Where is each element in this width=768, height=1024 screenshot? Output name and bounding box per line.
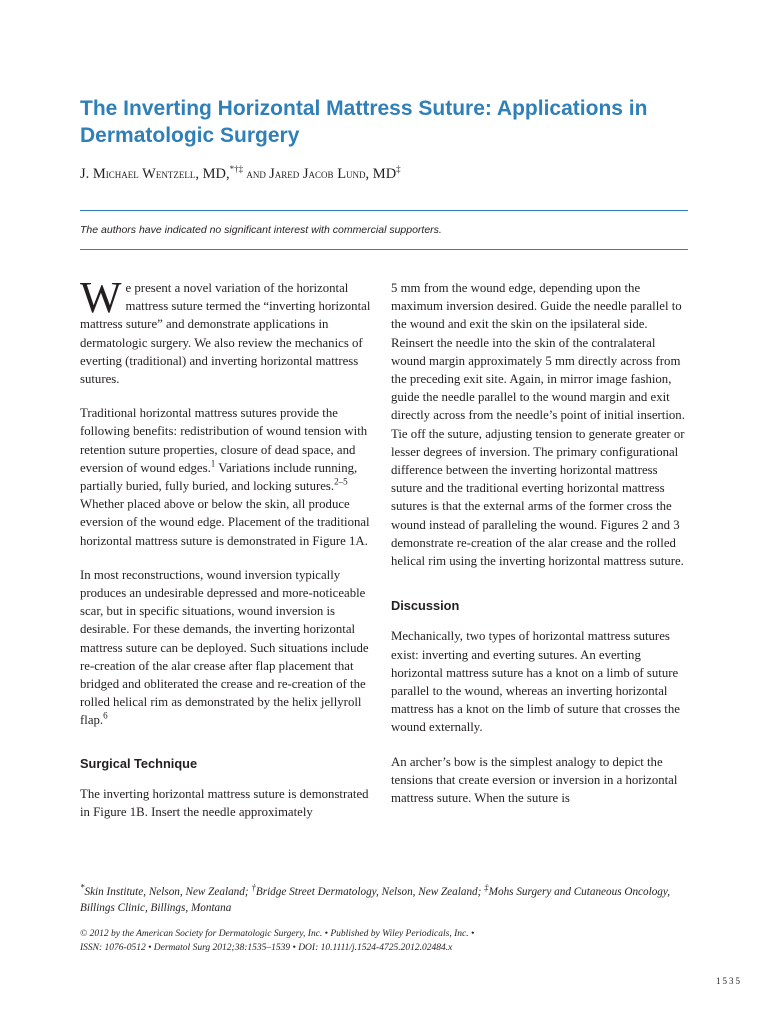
author-2-affiliation-marks: ‡ [396, 164, 401, 175]
affiliations-footnote [80, 884, 688, 916]
inversion-paragraph [80, 566, 378, 730]
author-1-first-name: ichael [105, 166, 139, 181]
copyright-notice [80, 927, 688, 955]
affiliation-text: Bridge Street Dermatology, Nelson, New Zealand; [255, 886, 485, 898]
affiliation-mark: ‡ [484, 882, 489, 893]
affiliation-text: Skin Institute, Nelson, New Zealand; [84, 886, 252, 898]
section-heading-surgical-technique: Surgical Technique [80, 755, 198, 771]
page-number: 1535 [716, 976, 742, 986]
affiliation-mark: † [251, 882, 256, 893]
right-column [391, 279, 689, 807]
intro-paragraph [80, 273, 378, 388]
article-title: The Inverting Horizontal Mattress Suture: Applications in Dermatologic Surgery [80, 97, 648, 147]
affiliation-text: Mohs Surgery and Cutaneous Oncology, Billings Clinic, Billings, Montana [80, 886, 671, 914]
copyright-line-1: © 2012 by the American Society for Dermatologic Surgery, Inc. • Published by Wiley Periodicals, Inc. • [80, 929, 475, 939]
technique-continued-paragraph: 5 mm from the wound edge, depending upon the maximum inversion desired. Guide the needle parallel to the wound and exit the skin on the ipsilateral side. Reinsert the needle into the skin of the contralateral wound margin approximately 5 mm directly across from the preceding exit site. Again, in mirror image fashion, guide the needle parallel to the wound margin and exit directly across from the needle’s point of initial insertion. Tie off the suture, adjusting tension to generate greater or lesser degrees of inversion. The primary configurational difference between the inverting horizontal mattress suture and the traditional everting horizontal mattress sutures is that the external arms of the former cross the wound instead of paralleling the wound. Figures 2 and 3 demonstrate re-creation of the alar crease and the rolled helical rim using the inverting horizontal mattress suture. [391, 281, 685, 569]
author-2-first-name: ared [274, 166, 300, 181]
author-line [80, 165, 700, 183]
section-heading-discussion: Discussion [391, 598, 460, 614]
intro-text: e present a novel variation of the horizontal mattress suture termed the “inverting horizontal mattress suture” and demonstrate applications in dermatologic surgery. We also review the mechanics of everting (traditional) and inverting horizontal mattress sutures. [80, 281, 371, 387]
left-column [80, 273, 378, 821]
affiliation-mark: * [80, 882, 85, 893]
author-1-degree: , MD, [195, 166, 230, 182]
author-2-middle-name: acob [308, 166, 334, 181]
reference-mark: 1 [210, 458, 216, 469]
copyright-line-2: ISSN: 1076-0512 • Dermatol Surg 2012;38:1535–1539 • DOI: 10.1111/j.1524-4725.2012.02484.x [80, 943, 453, 953]
mechanics-paragraph: Mechanically, two types of horizontal mattress sutures exist: inverting and everting sutures. An everting horizontal mattress suture has a knot on a limb of suture parallel to the wound, whereas an inverting horizontal mattress has a knot on the limb of suture that crosses the wound externally. [391, 629, 680, 735]
author-2-initial: J [269, 166, 275, 182]
benefits-paragraph [80, 404, 378, 550]
technique-paragraph: The inverting horizontal mattress suture is demonstrated in Figure 1B. Insert the needle approximately [80, 786, 369, 820]
top-divider [80, 210, 688, 211]
bottom-divider [80, 249, 688, 250]
author-2-last-name: und [346, 166, 366, 181]
drop-cap: W [80, 273, 122, 322]
author-1-initial: J. M [80, 166, 106, 182]
reference-mark: 6 [103, 711, 108, 722]
inversion-text: In most reconstructions, wound inversion typically produces an undesirable depressed and more-noticeable scar, but in specific situations, wound inversion is desirable. For these demands, the inverting horizontal mattress suture can be deployed. Such situations include re-creation of the alar crease after flap placement that bridged and obliterated the crease and re-creation of the rolled helical rim as demonstrated by the helix jellyroll flap. [80, 567, 369, 728]
author-2-middle-initial: J [299, 166, 309, 182]
author-conjunction: and [243, 166, 270, 181]
benefits-text-a: Traditional horizontal mattress sutures provide the following benefits: redistribution of wound tension with retention suture properties, closure of dead space, and eversion of wound edges. [80, 406, 368, 475]
reference-mark: 2–5 [334, 476, 348, 487]
author-2-degree: , MD [365, 166, 397, 182]
benefits-text-b: Variations include running, partially buried, fully buried, and locking sutures. [80, 460, 358, 494]
author-1-last-name: entzell [155, 166, 196, 181]
author-1-last-initial: W [138, 166, 156, 182]
archer-bow-paragraph: An archer’s bow is the simplest analogy to depict the tensions that create eversion or inversion in a horizontal mattress suture. When the suture is [391, 754, 678, 806]
disclosure-statement: The authors have indicated no significant interest with commercial supporters. [80, 224, 442, 236]
author-1-affiliation-marks: *†‡ [229, 164, 244, 175]
benefits-text-c: Whether placed above or below the skin, all produce eversion of the wound edge. Placement of the traditional horizontal mattress suture is demonstrated in Figure 1A. [80, 497, 370, 548]
author-2-last-initial: L [333, 166, 347, 182]
